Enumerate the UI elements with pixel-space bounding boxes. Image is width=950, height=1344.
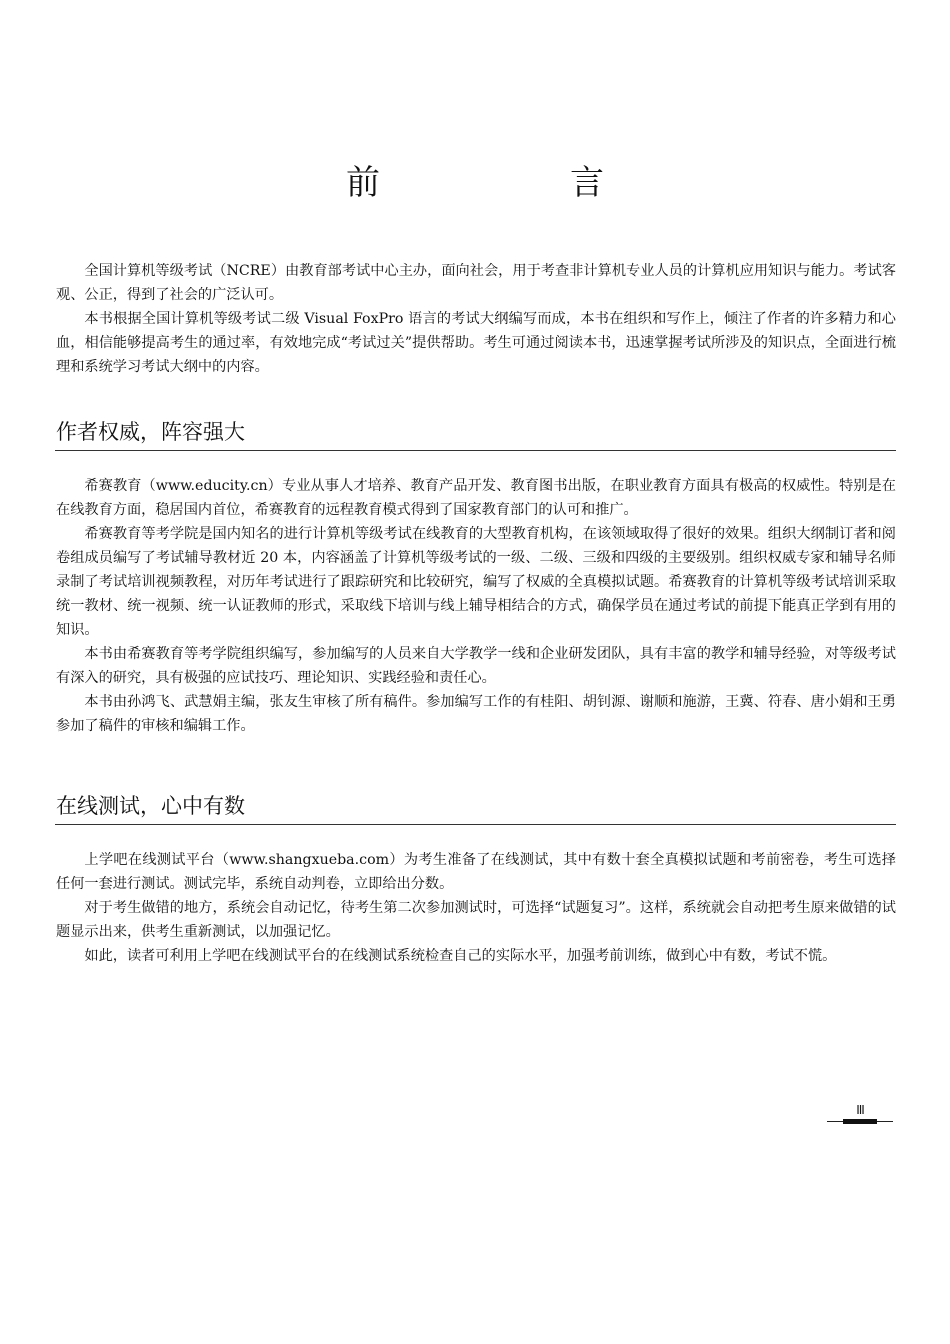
section-heading-text: 作者权威，阵容强大 xyxy=(56,420,245,444)
online-test-section xyxy=(56,848,896,968)
intro-paragraph-2: 本书根据全国计算机等级考试二级 Visual FoxPro 语言的考试大纲编写而成，本书在组织和写作上，倾注了作者的许多精力和心血，相信能够提高考生的通过率，有效地完成“考试过关”提供帮助。考生可通过阅读本书，迅速掌握考试所涉及的知识点，全面进行梳理和系统学习考试大纲中的内容。 xyxy=(56,311,896,375)
page-number xyxy=(827,1100,893,1126)
online-paragraph-1: 上学吧在线测试平台（www.shangxueba.com）为考生准备了在线测试，其中有数十套全真模拟试题和考前密卷，考生可选择任何一套进行测试。测试完毕，系统自动判卷，立即给出分数。 xyxy=(56,852,896,892)
section-heading-online-test xyxy=(55,788,896,825)
online-paragraph-2: 对于考生做错的地方，系统会自动记忆，待考生第二次参加测试时，可选择“试题复习”。这样，系统就会自动把考生原来做错的试题显示出来，供考生重新测试，以加强记忆。 xyxy=(56,900,896,940)
author-authority-section xyxy=(56,474,896,738)
author-paragraph-2: 希赛教育等考学院是国内知名的进行计算机等级考试在线教育的大型教育机构，在该领域取得了很好的效果。组织大纲制订者和阅卷组成员编写了考试辅导教材近 20 本，内容涵盖了计算机等级考试的一级、二级、三级和四级的主要级别。组织权威专家和辅导名师录制了考试培训视频教程，对历年考试进行了跟踪研究和比较研究，编写了权威的全真模拟试题。希赛教育的计算机等级考试培训采取统一教材、统一视频、统一认证教师的形式，采取线下培训与线上辅导相结合的方式，确保学员在通过考试的前提下能真正学到有用的知识。 xyxy=(56,526,896,638)
intro-section xyxy=(56,259,896,379)
section-heading-text: 在线测试，心中有数 xyxy=(56,794,245,818)
intro-paragraph-1: 全国计算机等级考试（NCRE）由教育部考试中心主办，面向社会，用于考查非计算机专业人员的计算机应用知识与能力。考试客观、公正，得到了社会的广泛认可。 xyxy=(56,263,896,303)
author-paragraph-1: 希赛教育（www.educity.cn）专业从事人才培养、教育产品开发、教育图书出版，在职业教育方面具有极高的权威性。特别是在在线教育方面，稳居国内首位，希赛教育的远程教育模式得到了国家教育部门的认可和推广。 xyxy=(56,478,896,518)
page-title: 前 言 xyxy=(346,163,682,203)
author-paragraph-4: 本书由孙鸿飞、武慧娟主编，张友生审核了所有稿件。参加编写工作的有桂阳、胡钊源、谢顺和施游，王冀、符春、唐小娟和王勇参加了稿件的审核和编辑工作。 xyxy=(56,694,896,734)
page-number-bar xyxy=(843,1119,877,1124)
page-number-text: III xyxy=(856,1103,864,1117)
section-heading-author-authority xyxy=(55,414,896,451)
online-paragraph-3: 如此，读者可利用上学吧在线测试平台的在线测试系统检查自己的实际水平，加强考前训练，做到心中有数，考试不慌。 xyxy=(84,948,837,964)
author-paragraph-3: 本书由希赛教育等考学院组织编写，参加编写的人员来自大学教学一线和企业研发团队，具有丰富的教学和辅导经验，对等级考试有深入的研究，具有极强的应试技巧、理论知识、实践经验和责任心。 xyxy=(56,646,896,686)
